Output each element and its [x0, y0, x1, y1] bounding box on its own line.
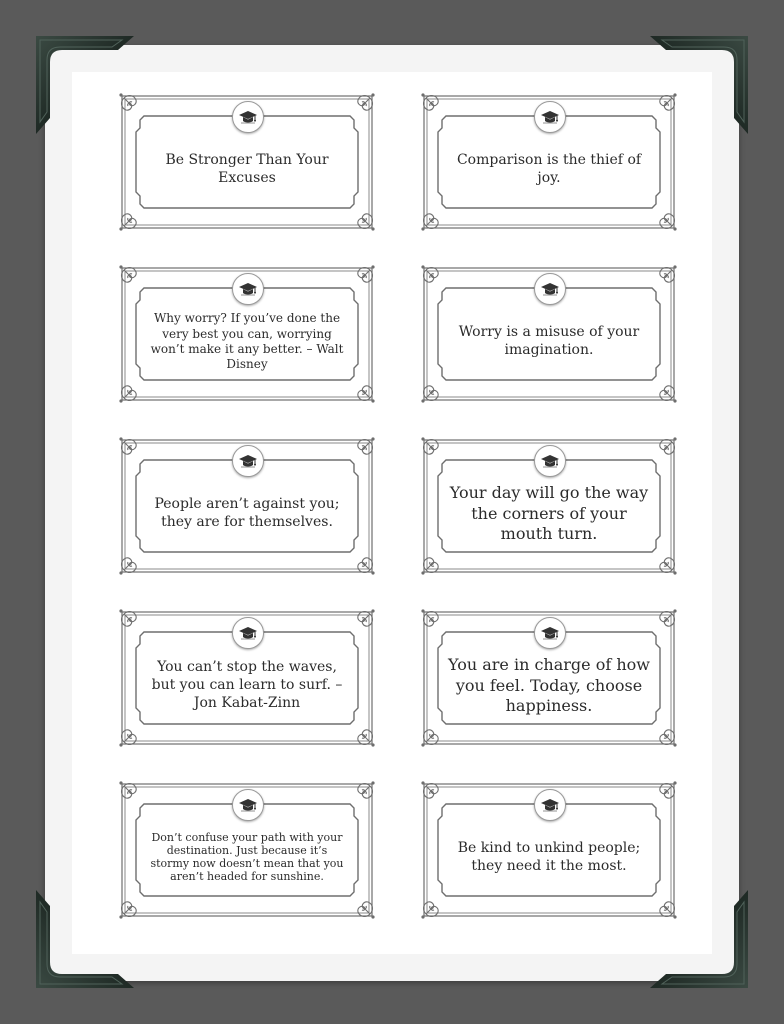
graduation-cap-icon [238, 452, 258, 470]
badge [232, 273, 264, 305]
quote-text: Be Stronger Than Your Excuses [165, 152, 329, 186]
badge [232, 101, 264, 133]
badge [534, 273, 566, 305]
graduation-cap-icon [238, 796, 258, 814]
badge [232, 617, 264, 649]
badge [534, 101, 566, 133]
badge [232, 789, 264, 821]
badge [232, 445, 264, 477]
graduation-cap-icon [238, 108, 258, 126]
badge [534, 617, 566, 649]
quote-card [418, 92, 680, 232]
quote-text: You can’t stop the waves, but you can learn to surf. – Jon Kabat-Zinn [151, 659, 343, 711]
quote-card [116, 436, 378, 576]
quote-card [418, 780, 680, 920]
quote-text: Your day will go the way the corners of your mouth turn. [449, 483, 649, 544]
quote-text: Worry is a misuse of your imagination. [458, 324, 640, 358]
quote-card [418, 608, 680, 748]
quote-card [418, 264, 680, 404]
quote-card [116, 780, 378, 920]
graduation-cap-icon [540, 452, 560, 470]
quote-text: Why worry? If you’ve done the very best you can, worrying won’t make it any better. – Walt Disney [150, 311, 344, 372]
graduation-cap-icon [540, 108, 560, 126]
quote-text: Be kind to unkind people; they need it the most. [457, 840, 641, 874]
quote-card [116, 264, 378, 404]
quote-text: You are in charge of how you feel. Today, choose happiness. [448, 655, 650, 716]
badge [534, 789, 566, 821]
quote-text: People aren’t against you; they are for themselves. [154, 496, 340, 530]
graduation-cap-icon [238, 280, 258, 298]
graduation-cap-icon [540, 280, 560, 298]
graduation-cap-icon [540, 624, 560, 642]
quote-text: Don’t confuse your path with your destination. Just because it’s stormy now doesn’t mean that you aren’t headed for sunshine. [150, 831, 344, 883]
quote-card [116, 608, 378, 748]
quote-text: Comparison is the thief of joy. [456, 152, 642, 186]
quote-card [116, 92, 378, 232]
badge [534, 445, 566, 477]
quote-card [418, 436, 680, 576]
graduation-cap-icon [540, 796, 560, 814]
graduation-cap-icon [238, 624, 258, 642]
